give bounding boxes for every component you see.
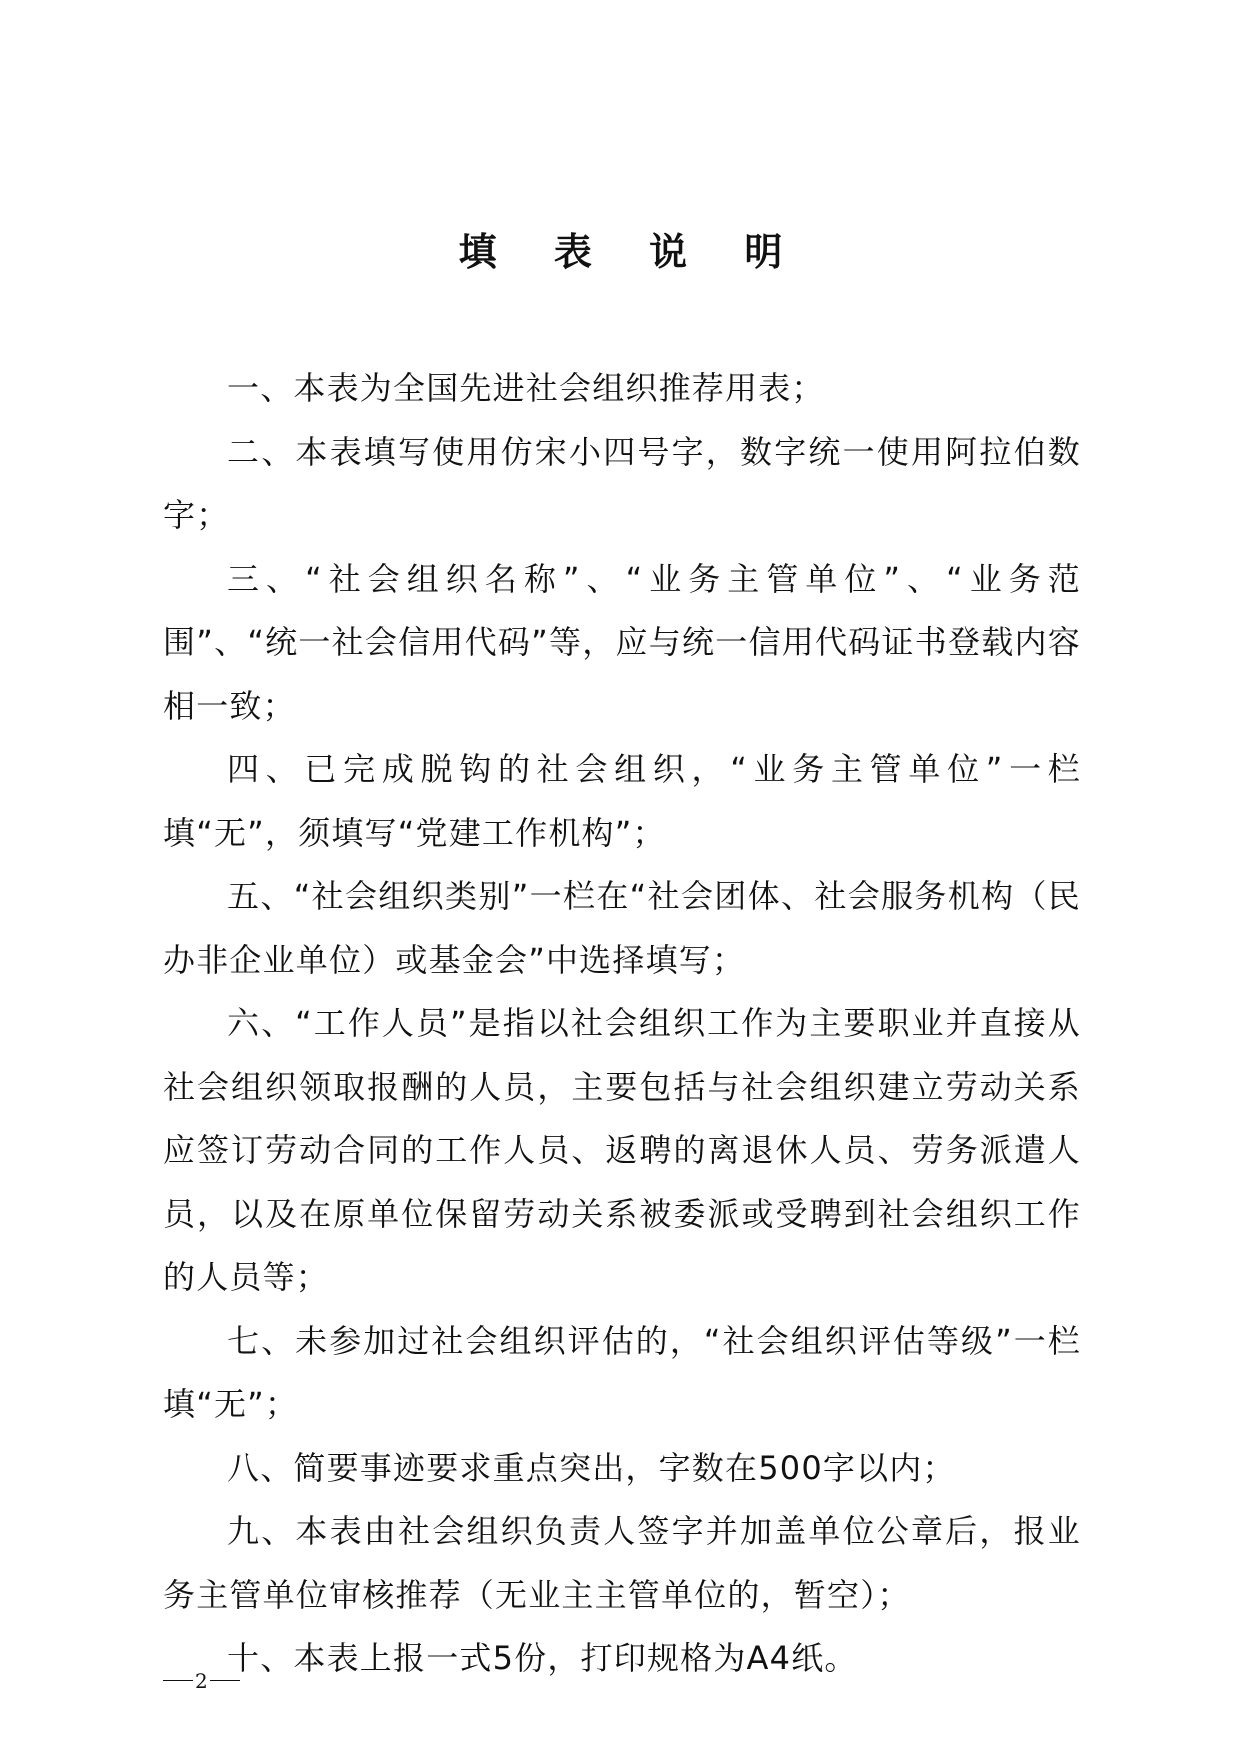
instruction-item-2: 二、本表填写使用仿宋小四号字，数字统一使用阿拉伯数字； — [163, 432, 1081, 534]
instruction-item-1: 一、本表为全国先进社会组织推荐用表； — [227, 369, 825, 407]
page-number-dash-right — [210, 1680, 240, 1682]
instruction-item-4: 四、已完成脱钩的社会组织，“业务主管单位”一栏填“无”，须填写“党建工作机构”； — [163, 750, 1081, 852]
instruction-item-6: 六、“工作人员”是指以社会组织工作为主要职业并直接从社会组织领取报酬的人员，主要包括与社会组织建立劳动关系应签订劳动合同的工作人员、返聘的离退休人员、劳务派遣人员，以及在原单位保留劳动关系被委派或受聘到社会组织工作的人员等； — [163, 1004, 1081, 1296]
instruction-item-7: 七、未参加过社会组织评估的，“社会组织评估等级”一栏填“无”； — [163, 1321, 1081, 1423]
instructions-body — [163, 357, 1081, 1691]
instruction-item-10: 十、本表上报一式5份，打印规格为A4纸。 — [227, 1639, 858, 1677]
page-title: 填 表 说 明 — [458, 230, 805, 274]
instruction-item-3: 三、“社会组织名称”、“业务主管单位”、“业务范围”、“统一社会信用代码”等，应与统一信用代码证书登载内容相一致； — [163, 559, 1081, 725]
instruction-item-8: 八、简要事迹要求重点突出，字数在500字以内； — [227, 1448, 956, 1487]
page-number-dash-left — [163, 1680, 193, 1682]
instruction-item-5: 五、“社会组织类别”一栏在“社会团体、社会服务机构（民办非企业单位）或基金会”中选择填写； — [163, 877, 1081, 979]
instruction-item-9: 九、本表由社会组织负责人签字并加盖单位公章后，报业务主管单位审核推荐（无业主主管单位的，暂空）； — [163, 1512, 1081, 1614]
page-number-footer — [163, 1666, 240, 1694]
page-number: 2 — [195, 1668, 208, 1693]
